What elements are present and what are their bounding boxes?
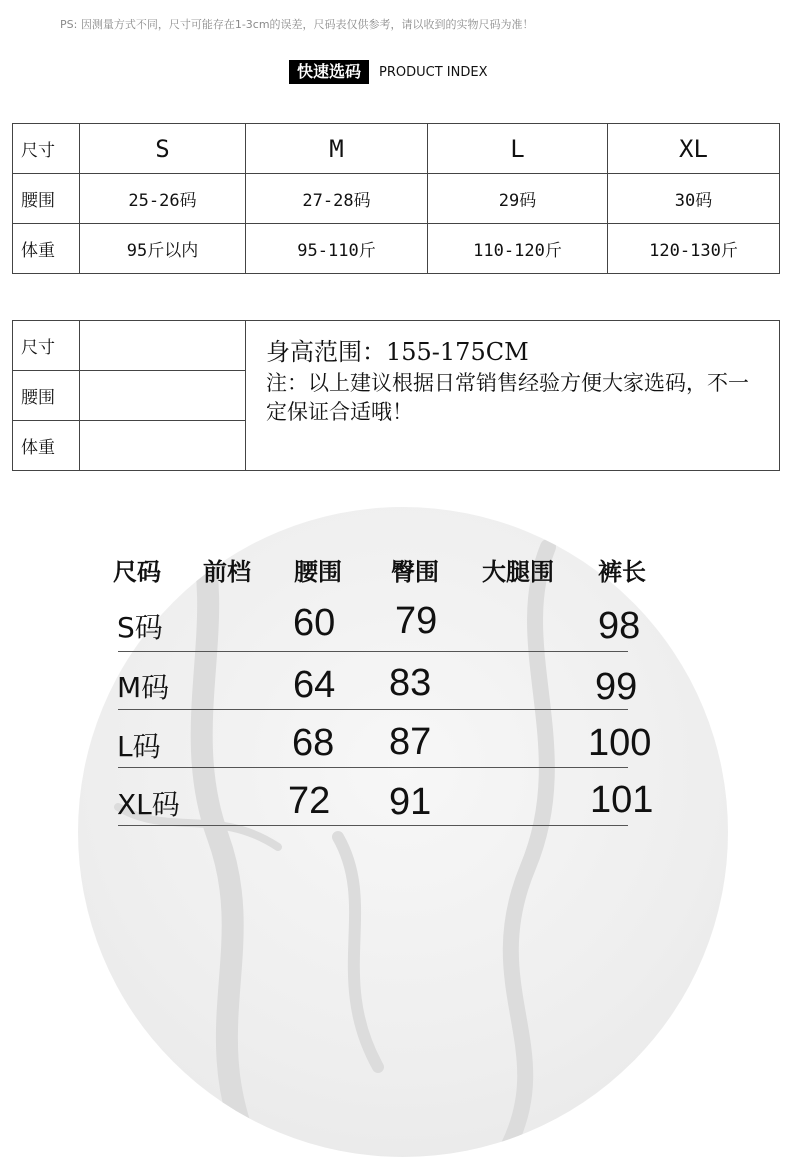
size-xl: XL bbox=[608, 124, 780, 174]
weight-xl: 120-130斤 bbox=[608, 224, 780, 274]
size-l: L bbox=[428, 124, 608, 174]
hip-value: 91 bbox=[389, 781, 432, 823]
heading-badge: 快速选码 bbox=[289, 60, 369, 84]
waist-m: 27-28码 bbox=[246, 174, 428, 224]
length-value: 101 bbox=[590, 779, 654, 821]
waist-value: 72 bbox=[288, 780, 331, 822]
row-header-size: 尺寸 bbox=[13, 321, 80, 371]
row-divider bbox=[118, 767, 628, 768]
col-header-length: 裤长 bbox=[598, 558, 646, 586]
row-header-size: 尺寸 bbox=[13, 124, 80, 174]
row-size-l: L码 bbox=[117, 730, 161, 763]
row-divider bbox=[118, 709, 628, 710]
row-header-weight: 体重 bbox=[13, 421, 80, 471]
weight-s: 95斤以内 bbox=[80, 224, 246, 274]
waist-value: 64 bbox=[293, 664, 336, 706]
size-s: S bbox=[80, 124, 246, 174]
row-header-waist: 腰围 bbox=[13, 174, 80, 224]
col-header-hip: 臀围 bbox=[391, 558, 439, 586]
waist-xl: 30码 bbox=[608, 174, 780, 224]
weight-m: 95-110斤 bbox=[246, 224, 428, 274]
row-size-s: S码 bbox=[117, 611, 163, 644]
row-divider bbox=[118, 825, 628, 826]
height-range: 身高范围：155-175CM bbox=[266, 338, 529, 366]
heading-english: PRODUCT INDEX bbox=[379, 64, 488, 80]
row-size-m: M码 bbox=[117, 671, 170, 704]
col-header-waist: 腰围 bbox=[294, 558, 342, 586]
row-header-waist: 腰围 bbox=[13, 371, 80, 421]
col-header-size: 尺码 bbox=[113, 558, 161, 586]
hip-value: 87 bbox=[389, 721, 432, 763]
sizing-remark: 注：以上建议根据日常销售经验方便大家选码，不一定保证合适哦！ bbox=[266, 371, 749, 424]
row-divider bbox=[118, 651, 628, 652]
waist-l: 29码 bbox=[428, 174, 608, 224]
col-header-rise: 前档 bbox=[203, 558, 251, 586]
row-header-weight: 体重 bbox=[13, 224, 80, 274]
waist-s: 25-26码 bbox=[80, 174, 246, 224]
size-m: M bbox=[246, 124, 428, 174]
waist-value: 68 bbox=[292, 722, 335, 764]
length-value: 99 bbox=[595, 666, 638, 708]
hip-value: 79 bbox=[395, 600, 438, 642]
row-size-xl: XL码 bbox=[117, 788, 180, 821]
col-header-thigh: 大腿围 bbox=[482, 558, 554, 586]
waist-value: 60 bbox=[293, 602, 336, 644]
length-value: 100 bbox=[588, 722, 652, 764]
hip-value: 83 bbox=[389, 662, 432, 704]
measurement-note: PS: 因测量方式不同，尺寸可能存在1-3cm的误差，尺码表仅供参考，请以收到的实物尺码为准！ bbox=[60, 18, 534, 31]
weight-l: 110-120斤 bbox=[428, 224, 608, 274]
length-value: 98 bbox=[598, 605, 641, 647]
